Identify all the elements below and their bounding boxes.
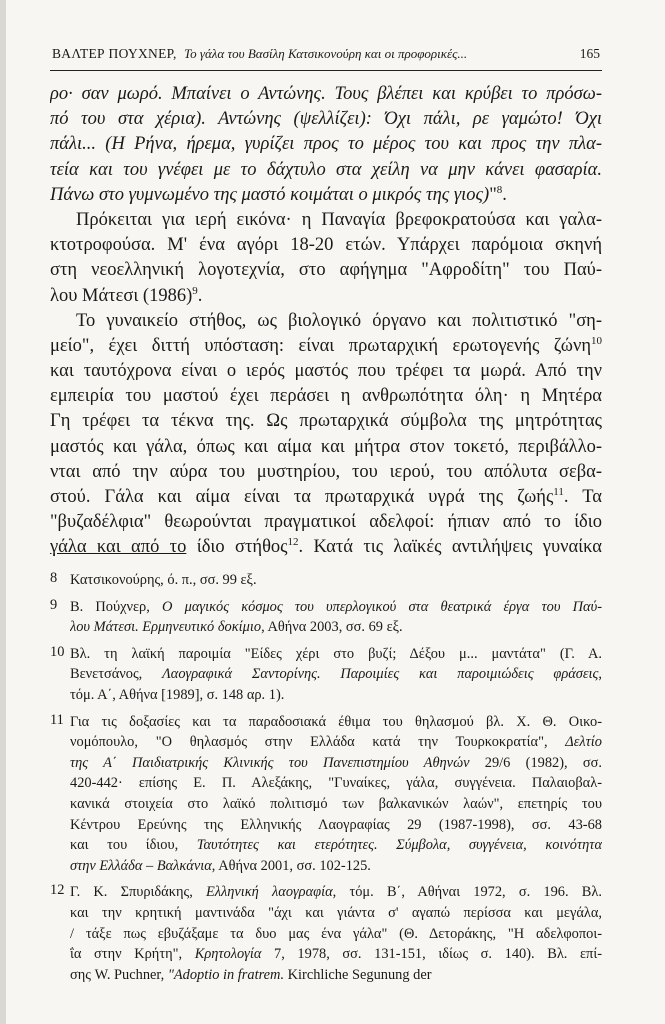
footnote-ref: 12 xyxy=(287,536,299,549)
footnote-number: 12 xyxy=(50,882,65,899)
footnote-text: τόμ. Α΄, Αθήνα [1989], σ. 148 αρ. 1). xyxy=(70,686,285,703)
text-line xyxy=(50,107,602,132)
line-text: "βυζαδέλφια" θεωρούνται πραγματικοί αδελφοί: ήπιαν από το ίδιο xyxy=(50,512,602,533)
text-line xyxy=(50,460,602,485)
footnotes xyxy=(50,570,602,991)
footnote-text: Βενετσάνος, xyxy=(70,666,163,683)
footnote-text: , xyxy=(598,666,602,683)
footnote-line xyxy=(70,944,602,965)
line-text: μαστός και γάλα, όπως και αίμα και μήτρα στον τοκετό, περιβάλλο- xyxy=(50,436,602,457)
footnote xyxy=(50,570,602,591)
footnote-line xyxy=(70,965,602,986)
footnote-body xyxy=(70,712,602,877)
footnote-line xyxy=(70,664,602,685)
footnote-body xyxy=(70,882,602,985)
footnote-text: 7, 1978, σσ. 131-151, ιδίως σ. 140). Βλ. επί- xyxy=(261,946,602,963)
footnote-ref: 9 xyxy=(192,284,198,297)
footnote-text: και του ίδιου, xyxy=(70,837,197,854)
footnote-text: σης W. Puchner, xyxy=(70,966,168,983)
footnote-line xyxy=(70,794,602,815)
footnote-line xyxy=(70,773,602,794)
line-text: τεία και του γνέφει με το δάχτυλο στα χείλη να μην κάνει φασαρία. xyxy=(50,159,602,180)
line-text: Το γυναικείο στήθος, ως βιολογικό όργανο και πολιτιστικό "ση- xyxy=(76,310,602,331)
text-line xyxy=(50,510,602,535)
line-text: μείο", έχει διττή υπόσταση: είναι πρωταρχική ερωτογενής ζώνη xyxy=(50,335,591,356)
text-line xyxy=(50,309,602,334)
footnote-number: 9 xyxy=(50,596,58,613)
footnote-number: 11 xyxy=(50,711,64,728)
citation-title: "Adoptio in fratrem. xyxy=(167,966,285,983)
footnote-ref: 8 xyxy=(496,183,503,196)
footnote-text: , τόμ. Β΄, Αθήναι 1972, σ. 196. Βλ. xyxy=(332,884,602,901)
header-title: Το γάλα του Βασίλη Κατσικονούρη και οι προφορικές... xyxy=(184,46,468,61)
line-text: ρο· σαν μωρό. Μπαίνει ο Αντώνης. Τους βλέπει και κρύβει το πρόσω- xyxy=(50,84,602,104)
text-line xyxy=(50,409,602,434)
footnote-line xyxy=(70,617,602,638)
text-line xyxy=(50,535,602,560)
page-edge xyxy=(0,0,6,1024)
line-text: . Τα xyxy=(563,487,602,507)
line-text: ίδιο στήθος xyxy=(186,537,288,558)
text-line xyxy=(50,435,602,460)
footnote-body xyxy=(70,644,602,706)
line-text: εμπειρία του μαστού έχει περάσει η ανθρωπότητα όλη· η Μητέρα xyxy=(50,386,602,407)
footnote-line xyxy=(70,753,602,774)
text-line xyxy=(50,334,602,359)
citation-title: Λαογραφικά Σαντορίνης. Παροιμίες και παροιμιώδεις φράσεις xyxy=(162,666,599,683)
footnote-line xyxy=(70,835,602,856)
footnote-text: κανικά στοιχεία στο λαϊκό πολιτισμό των βαλκανικών λαών", επετηρίς του xyxy=(70,795,602,812)
citation-title: Δελτίο xyxy=(565,734,602,751)
line-text: στη νεοελληνική λογοτεχνία, στο αφήγημα "Αφροδίτη" του Παύ- xyxy=(50,260,602,281)
paragraph xyxy=(50,309,602,561)
line-text: και ταυτόχρονα είναι ο ιερός μαστός που τρέφει τα μωρά. Από την xyxy=(50,361,602,382)
text-line xyxy=(50,183,602,208)
line-text: λου Μάτεσι (1986) xyxy=(50,285,193,306)
line-text: νται από την αύρα του μυστηρίου, του ιερού, του απόλυτα σεβα- xyxy=(50,461,602,482)
footnote-line xyxy=(70,924,602,945)
footnote-line xyxy=(70,903,602,924)
footnote-line xyxy=(70,712,602,733)
text-line xyxy=(50,158,602,183)
footnote-line xyxy=(70,570,602,591)
footnote-text: και την κρητική μαντινάδα "άχι και γιάντα σ' αγαπώ περίσσα και μεγάλα, xyxy=(70,904,602,921)
footnote xyxy=(50,644,602,706)
citation-title: Ο μαγικός κόσμος του υπερλογικού στα θεατρικά έργα του Παύ- xyxy=(162,598,602,615)
footnote-body xyxy=(70,570,602,591)
footnote-line xyxy=(70,882,602,903)
header-author: ΒΑΛΤΕΡ ΠΟΥΧΝΕΡ, xyxy=(52,46,177,61)
footnote-text: Βλ. τη λαϊκή παροιμία "Είδες χέρι στο βυζί; Δέξου μ... μαντάτα" (Γ. Α. xyxy=(70,645,602,662)
footnote-number: 8 xyxy=(50,570,58,586)
footnote-text: / τάξε πως εβυζάξαμε τα δυο μας ένα γάλα" (Θ. Δετοράκης, "Η αδελφοποι- xyxy=(70,925,602,942)
footnote-text: Κατσικονούρης, ό. π., σσ. 99 εξ. xyxy=(70,572,257,588)
citation-title: λου Μάτεσι. Ερμηνευτικό δοκίμιο xyxy=(70,619,262,636)
citation-title: στην Ελλάδα – Βαλκάνια xyxy=(70,857,212,874)
footnote-text: , Αθήνα 2003, σσ. 69 εξ. xyxy=(261,619,403,636)
footnote-text: Κέντρου Ερεύνης της Ελληνικής Λαογραφίας 29 (1987-1998), σσ. 43-68 xyxy=(70,816,602,833)
citation-title: της Α΄ Παιδιατρικής Κλινικής του Πανεπιστημίου Αθηνών xyxy=(70,754,470,771)
citation-title: Κρητολογία xyxy=(194,946,262,963)
line-text: Γη τρέφει τα τέκνα της. Ως πρωταρχικά σύμβολα της μητρότητας xyxy=(50,411,602,432)
citation-title: Ταυτότητες και ετερότητες. Σύμβολα, συγγένεια, κοινότητα xyxy=(196,837,602,854)
footnote-number: 10 xyxy=(50,643,65,660)
citation-title: Ελληνική λαογραφία xyxy=(206,884,333,901)
line-text: . xyxy=(502,184,507,205)
footnote-line xyxy=(70,815,602,836)
footnote-text: Β. Πούχνερ, xyxy=(70,598,163,615)
line-text: Πάνω στο γυμνωμένο της μαστό κοιμάται ο μικρός της γιος) xyxy=(50,184,490,205)
running-header xyxy=(52,46,600,70)
footnote-text: Γ. Κ. Σπυριδάκης, xyxy=(70,884,206,901)
header-rule xyxy=(50,70,602,71)
footnote-text: ΐα στην Κρήτη", xyxy=(70,946,195,963)
text-line xyxy=(50,233,602,258)
main-text xyxy=(50,82,602,561)
text-line xyxy=(50,132,602,157)
footnote-line xyxy=(70,856,602,877)
paragraph-quote xyxy=(50,82,602,208)
text-line xyxy=(50,208,602,233)
footnote-text: Για τις δοξασίες και τα παραδοσιακά έθιμα του θηλασμού βλ. Χ. Θ. Οικο- xyxy=(70,713,602,730)
text-line xyxy=(50,359,602,384)
line-text: πό του στα χέρια). Αντώνης (ψελλίζει): Όχι πάλι, ρε γαμώτο! Όχι xyxy=(50,109,602,130)
line-text: πάλι... (Η Ρήνα, ήρεμα, γυρίζει προς το μέρος του και προς την πλα- xyxy=(50,134,602,155)
footnote xyxy=(50,712,602,877)
text-line xyxy=(50,384,602,409)
footnote-line xyxy=(70,644,602,665)
line-text: στού. Γάλα και αίμα είναι τα πρωταρχικά υγρά της ζωής xyxy=(50,487,554,507)
page-number: 165 xyxy=(579,46,600,61)
footnote-body xyxy=(70,597,602,638)
footnote-text: 420-442· επίσης Ε. Π. Αλεξάκης, "Γυναίκες, γάλα, συγγένεια. Παλαιοβαλ- xyxy=(70,775,602,792)
text-line xyxy=(50,258,602,283)
footnote-text: νομόπουλο, "Ο θηλασμός στην Ελλάδα κατά την Τουρκοκρατία", xyxy=(70,734,566,751)
line-text: . Κατά τις λαϊκές αντιλήψεις γυναίκα xyxy=(298,537,602,558)
closing-quote: " xyxy=(489,184,497,205)
footnote-text: , Αθήνα 2001, σσ. 102-125. xyxy=(211,857,371,874)
footnote-ref: 11 xyxy=(553,486,564,498)
footnote xyxy=(50,597,602,638)
line-text: . xyxy=(197,285,203,306)
paragraph xyxy=(50,208,602,309)
text-line xyxy=(50,284,602,309)
footnote xyxy=(50,882,602,985)
footnote-line xyxy=(70,685,602,706)
line-text: Πρόκειται για ιερή εικόνα· η Παναγία βρεφοκρατούσα και γαλα- xyxy=(76,209,602,230)
footnote-text: 29/6 (1982), σσ. xyxy=(469,754,602,771)
text-line xyxy=(50,82,602,107)
footnote-text: Kirchliche Segunung der xyxy=(284,966,432,983)
footnote-ref: 10 xyxy=(591,334,602,347)
footnote-line xyxy=(70,597,602,618)
footnote-line xyxy=(70,732,602,753)
text-line xyxy=(50,485,602,510)
line-text: κτοτροφούσα. Μ' ένα αγόρι 18-20 ετών. Υπάρχει παρόμοια σκηνή xyxy=(50,235,602,256)
underlined-text: γάλα και από το xyxy=(50,537,187,558)
